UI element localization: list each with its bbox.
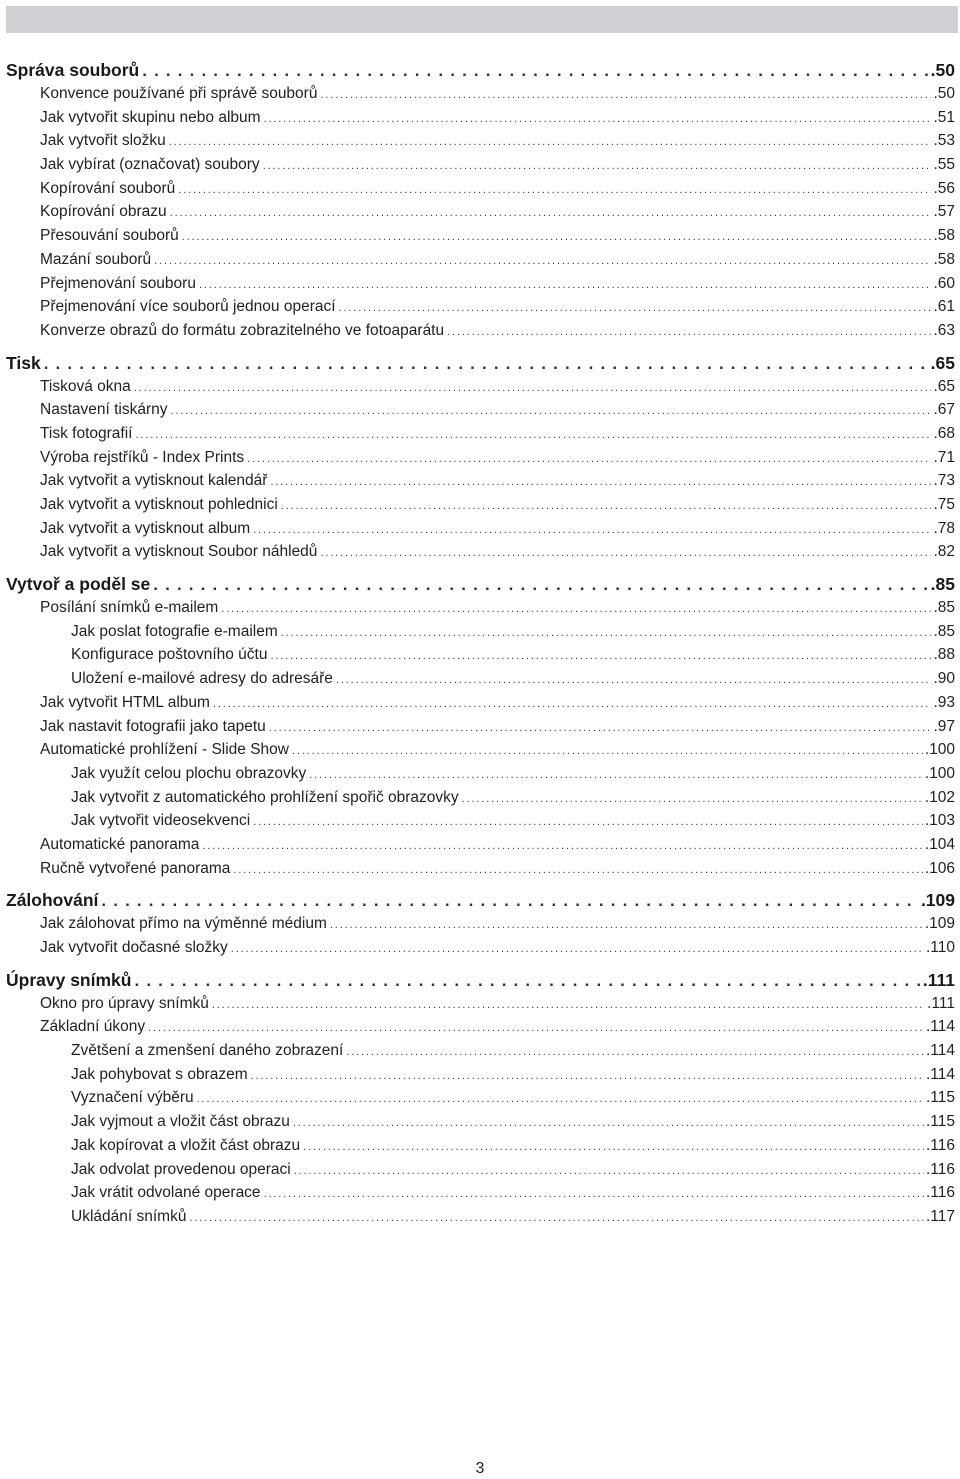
toc-page-number: .104 <box>924 835 955 853</box>
toc-entry-title: Uložení e-mailové adresy do adresáře <box>71 670 333 688</box>
toc-section-heading[interactable] <box>6 58 955 82</box>
toc-entry[interactable] <box>6 643 955 667</box>
toc-page-number: .65 <box>933 377 955 395</box>
dot-leader <box>182 226 932 248</box>
toc-entry[interactable] <box>6 1015 955 1039</box>
toc-entry-title: Jak vytvořit dočasné složky <box>40 939 228 956</box>
toc-entry[interactable] <box>6 1039 955 1063</box>
toc-entry[interactable] <box>6 809 955 833</box>
dot-leader <box>134 969 920 992</box>
toc-page-number: .78 <box>933 519 955 537</box>
header-bar <box>6 6 958 33</box>
dot-leader <box>178 179 931 201</box>
toc-entry-title: Jak vytvořit a vytisknout pohlednici <box>40 496 278 513</box>
page-number: 3 <box>475 1460 485 1477</box>
toc-page-number: .75 <box>933 496 955 513</box>
toc-entry[interactable] <box>6 1205 955 1229</box>
toc-entry-title: Přesouvání souborů <box>40 227 179 245</box>
toc-entry[interactable] <box>6 517 955 541</box>
toc-page-number: .90 <box>933 670 955 688</box>
toc-section <box>6 351 955 565</box>
dot-leader <box>44 352 929 375</box>
toc-page-number: .114 <box>925 1042 955 1060</box>
toc-page-number: .111 <box>927 994 955 1012</box>
toc-entry[interactable] <box>6 422 955 446</box>
toc-page-number: .103 <box>924 812 955 830</box>
toc-entry[interactable] <box>6 224 955 248</box>
toc-entry-title: Základní úkony <box>40 1018 146 1036</box>
toc-entry-title: Jak vyjmout a vložit část obrazu <box>71 1113 290 1131</box>
toc-entry-title: Ukládání snímků <box>71 1207 187 1225</box>
toc-entry-title: Jak vytvořit složku <box>40 132 166 150</box>
toc-entry[interactable] <box>6 1134 955 1158</box>
toc-entry[interactable] <box>6 200 955 224</box>
toc-entry-title: Jak pohybovat s obrazem <box>71 1065 248 1083</box>
dot-leader <box>170 202 932 224</box>
toc-entry-title: Mazání souborů <box>40 250 152 268</box>
dot-leader <box>303 1136 924 1158</box>
toc-entry-title: Jak poslat fotografie e-mailem <box>71 622 278 640</box>
dot-leader <box>336 669 932 691</box>
dot-leader <box>169 131 932 153</box>
dot-leader <box>263 155 932 177</box>
toc-page-number: .51 <box>933 108 955 126</box>
toc-entry-title: Jak odvolat provedenou operaci <box>71 1160 291 1178</box>
toc-entry-title: Konverze obrazů do formátu zobrazitelného ve fotoaparátu <box>40 321 445 339</box>
toc-entry-title: Nastavení tiskárny <box>40 401 168 419</box>
toc-entry-title: Okno pro úpravy snímků <box>40 994 209 1012</box>
toc-entry-title: Jak vytvořit a vytisknout kalendář <box>40 472 268 490</box>
toc-entry[interactable] <box>6 738 955 762</box>
toc-entry-title: Úpravy snímků <box>6 969 132 990</box>
toc-page-number: .111 <box>922 969 955 990</box>
dot-leader <box>269 717 932 739</box>
toc-page-number: .106 <box>924 859 955 877</box>
toc-entry[interactable] <box>6 992 955 1016</box>
toc-entry[interactable] <box>6 691 955 715</box>
dot-leader <box>213 693 931 715</box>
toc-page-number: .116 <box>925 1160 955 1178</box>
toc-entry[interactable] <box>6 540 955 564</box>
dot-leader <box>294 1160 924 1182</box>
dot-leader <box>270 471 931 493</box>
dot-leader <box>253 519 931 541</box>
toc-entry[interactable] <box>6 493 955 517</box>
toc-page-number: .73 <box>933 472 955 490</box>
toc-entry[interactable] <box>6 715 955 739</box>
toc-page-number: .117 <box>925 1207 955 1225</box>
toc-page-number: .88 <box>933 646 955 664</box>
toc-section-heading[interactable] <box>6 888 955 912</box>
toc-entry-title: Přejmenování souboru <box>40 274 196 292</box>
toc-page-number: .53 <box>933 132 955 150</box>
dot-leader <box>320 542 931 564</box>
table-of-contents <box>6 58 955 1237</box>
toc-entry[interactable] <box>6 762 955 786</box>
toc-entry-title: Tisk fotografií <box>40 424 133 442</box>
toc-page-number: .102 <box>924 788 955 806</box>
toc-section-heading[interactable] <box>6 351 955 375</box>
toc-entry[interactable] <box>6 319 955 343</box>
toc-entry-title: Jak vrátit odvolané operace <box>71 1184 261 1202</box>
toc-entry-title: Kopírování obrazu <box>40 203 167 221</box>
dot-leader <box>233 859 922 881</box>
dot-leader <box>189 1207 924 1229</box>
toc-entry[interactable] <box>6 177 955 201</box>
toc-page-number: .82 <box>933 543 955 561</box>
dot-leader <box>142 59 928 82</box>
dot-leader <box>212 994 925 1016</box>
dot-leader <box>270 645 931 667</box>
dot-leader <box>281 495 932 517</box>
toc-entry[interactable] <box>6 153 955 177</box>
toc-entry[interactable] <box>6 446 955 470</box>
toc-entry[interactable] <box>6 248 955 272</box>
dot-leader <box>251 1065 924 1087</box>
toc-entry[interactable] <box>6 469 955 493</box>
toc-entry[interactable] <box>6 375 955 399</box>
toc-entry-title: Jak zálohovat přímo na výměnné médium <box>40 915 327 933</box>
toc-entry[interactable] <box>6 295 955 319</box>
toc-entry[interactable] <box>6 1181 955 1205</box>
dot-leader <box>447 321 931 343</box>
toc-page-number: .65 <box>930 352 955 373</box>
toc-entry-title: Správa souborů <box>6 60 140 80</box>
toc-page-number: .109 <box>920 890 955 911</box>
toc-page-number: .115 <box>925 1089 955 1107</box>
toc-page-number: .100 <box>924 764 955 782</box>
toc-entry-title: Jak vytvořit a vytisknout Soubor náhledů <box>40 543 318 561</box>
toc-entry[interactable] <box>6 912 955 936</box>
toc-entry-title: Zvětšení a zmenšení daného zobrazení <box>71 1042 344 1060</box>
toc-entry[interactable] <box>6 833 955 857</box>
dot-leader <box>253 811 923 833</box>
toc-entry-title: Jak vytvořit HTML album <box>40 693 210 711</box>
toc-entry[interactable] <box>6 596 955 620</box>
dot-leader <box>197 1088 924 1110</box>
toc-page-number: .58 <box>933 227 955 245</box>
toc-entry-title: Konvence používané při správě souborů <box>40 85 318 102</box>
toc-entry-title: Ručně vytvořené panorama <box>40 859 231 877</box>
toc-entry[interactable] <box>6 1158 955 1182</box>
toc-entry[interactable] <box>6 936 955 960</box>
toc-entry-title: Jak vytvořit skupinu nebo album <box>40 108 261 126</box>
toc-entry-title: Jak vytvořit a vytisknout album <box>40 519 251 537</box>
toc-entry[interactable] <box>6 857 955 881</box>
toc-page-number: .110 <box>925 939 955 956</box>
toc-page-number: .85 <box>933 599 955 617</box>
toc-entry-title: Zálohování <box>6 890 99 911</box>
toc-page-number: .68 <box>933 424 955 442</box>
toc-entry-title: Tisková okna <box>40 377 131 395</box>
toc-page-number: .115 <box>925 1113 955 1131</box>
dot-leader <box>199 274 931 296</box>
toc-page-number: .97 <box>933 717 955 735</box>
dot-leader <box>171 400 932 422</box>
dot-leader <box>135 424 931 446</box>
toc-page-number: .56 <box>933 179 955 197</box>
toc-entry-title: Automatické prohlížení - Slide Show <box>40 741 289 759</box>
toc-section-heading[interactable] <box>6 968 955 992</box>
toc-section <box>6 968 955 1229</box>
toc-entry[interactable] <box>6 82 955 106</box>
toc-entry-title: Jak nastavit fotografii jako tapetu <box>40 717 266 735</box>
toc-page-number: .50 <box>930 60 955 80</box>
dot-leader <box>281 622 932 644</box>
toc-page-number: .55 <box>933 156 955 174</box>
toc-section <box>6 888 955 959</box>
toc-entry-title: Vyznačení výběru <box>71 1089 194 1107</box>
dot-leader <box>221 598 931 620</box>
toc-entry-title: Výroba rejstříků - Index Prints <box>40 448 245 466</box>
toc-section <box>6 572 955 880</box>
dot-leader <box>134 377 932 399</box>
toc-entry[interactable] <box>6 398 955 422</box>
toc-entry-title: Jak vybírat (označovat) soubory <box>40 156 260 174</box>
dot-leader <box>231 938 924 960</box>
toc-section-heading[interactable] <box>6 572 955 596</box>
toc-entry[interactable] <box>6 129 955 153</box>
dot-leader <box>462 788 923 810</box>
toc-entry-title: Jak vytvořit videosekvenci <box>71 812 251 830</box>
toc-page-number: .116 <box>925 1184 955 1202</box>
toc-page-number: .100 <box>924 741 955 759</box>
dot-leader <box>330 914 923 936</box>
dot-leader <box>293 1112 924 1134</box>
toc-entry[interactable] <box>6 786 955 810</box>
toc-entry[interactable] <box>6 1086 955 1110</box>
toc-page-number: .114 <box>925 1065 955 1083</box>
dot-leader <box>264 1183 924 1205</box>
toc-entry-title: Jak vytvořit z automatického prohlížení spořič obrazovky <box>71 788 459 806</box>
toc-entry[interactable] <box>6 1110 955 1134</box>
toc-page-number: .85 <box>933 622 955 640</box>
dot-leader <box>148 1017 924 1039</box>
toc-page-number: .114 <box>925 1018 955 1036</box>
dot-leader <box>154 250 931 272</box>
dot-leader <box>292 740 923 762</box>
dot-leader <box>153 573 928 596</box>
toc-entry-title: Přejmenování více souborů jednou operací <box>40 298 336 316</box>
toc-entry[interactable] <box>6 272 955 296</box>
toc-entry-title: Jak využít celou plochu obrazovky <box>71 764 307 782</box>
toc-page-number: .93 <box>933 693 955 711</box>
toc-entry-title: Posílání snímků e-mailem <box>40 599 219 617</box>
toc-section <box>6 58 955 343</box>
dot-leader <box>264 108 932 130</box>
dot-leader <box>309 764 923 786</box>
dot-leader <box>320 84 931 106</box>
dot-leader <box>202 835 922 857</box>
toc-page-number: .61 <box>933 298 955 316</box>
toc-entry-title: Jak kopírovat a vložit část obrazu <box>71 1136 301 1154</box>
toc-page-number: .67 <box>933 401 955 419</box>
toc-page-number: .109 <box>924 915 955 933</box>
dot-leader <box>346 1041 924 1063</box>
toc-page-number: .60 <box>933 274 955 292</box>
toc-page-number: .50 <box>933 85 955 102</box>
toc-page-number: .71 <box>933 448 955 466</box>
toc-entry[interactable] <box>6 667 955 691</box>
toc-entry-title: Vytvoř a poděl se <box>6 574 151 595</box>
toc-entry-title: Kopírování souborů <box>40 179 176 197</box>
toc-entry-title: Tisk <box>6 352 41 373</box>
toc-entry-title: Konfigurace poštovního účtu <box>71 646 268 664</box>
dot-leader <box>339 297 932 319</box>
toc-page-number: .63 <box>933 321 955 339</box>
toc-entry[interactable] <box>6 1063 955 1087</box>
toc-page-number: .58 <box>933 250 955 268</box>
toc-entry[interactable] <box>6 106 955 130</box>
dot-leader <box>101 889 919 912</box>
toc-page-number: .57 <box>933 203 955 221</box>
toc-page-number: .85 <box>930 574 955 595</box>
dot-leader <box>247 448 931 470</box>
toc-page-number: .116 <box>925 1136 955 1154</box>
toc-entry[interactable] <box>6 620 955 644</box>
toc-entry-title: Automatické panorama <box>40 835 200 853</box>
